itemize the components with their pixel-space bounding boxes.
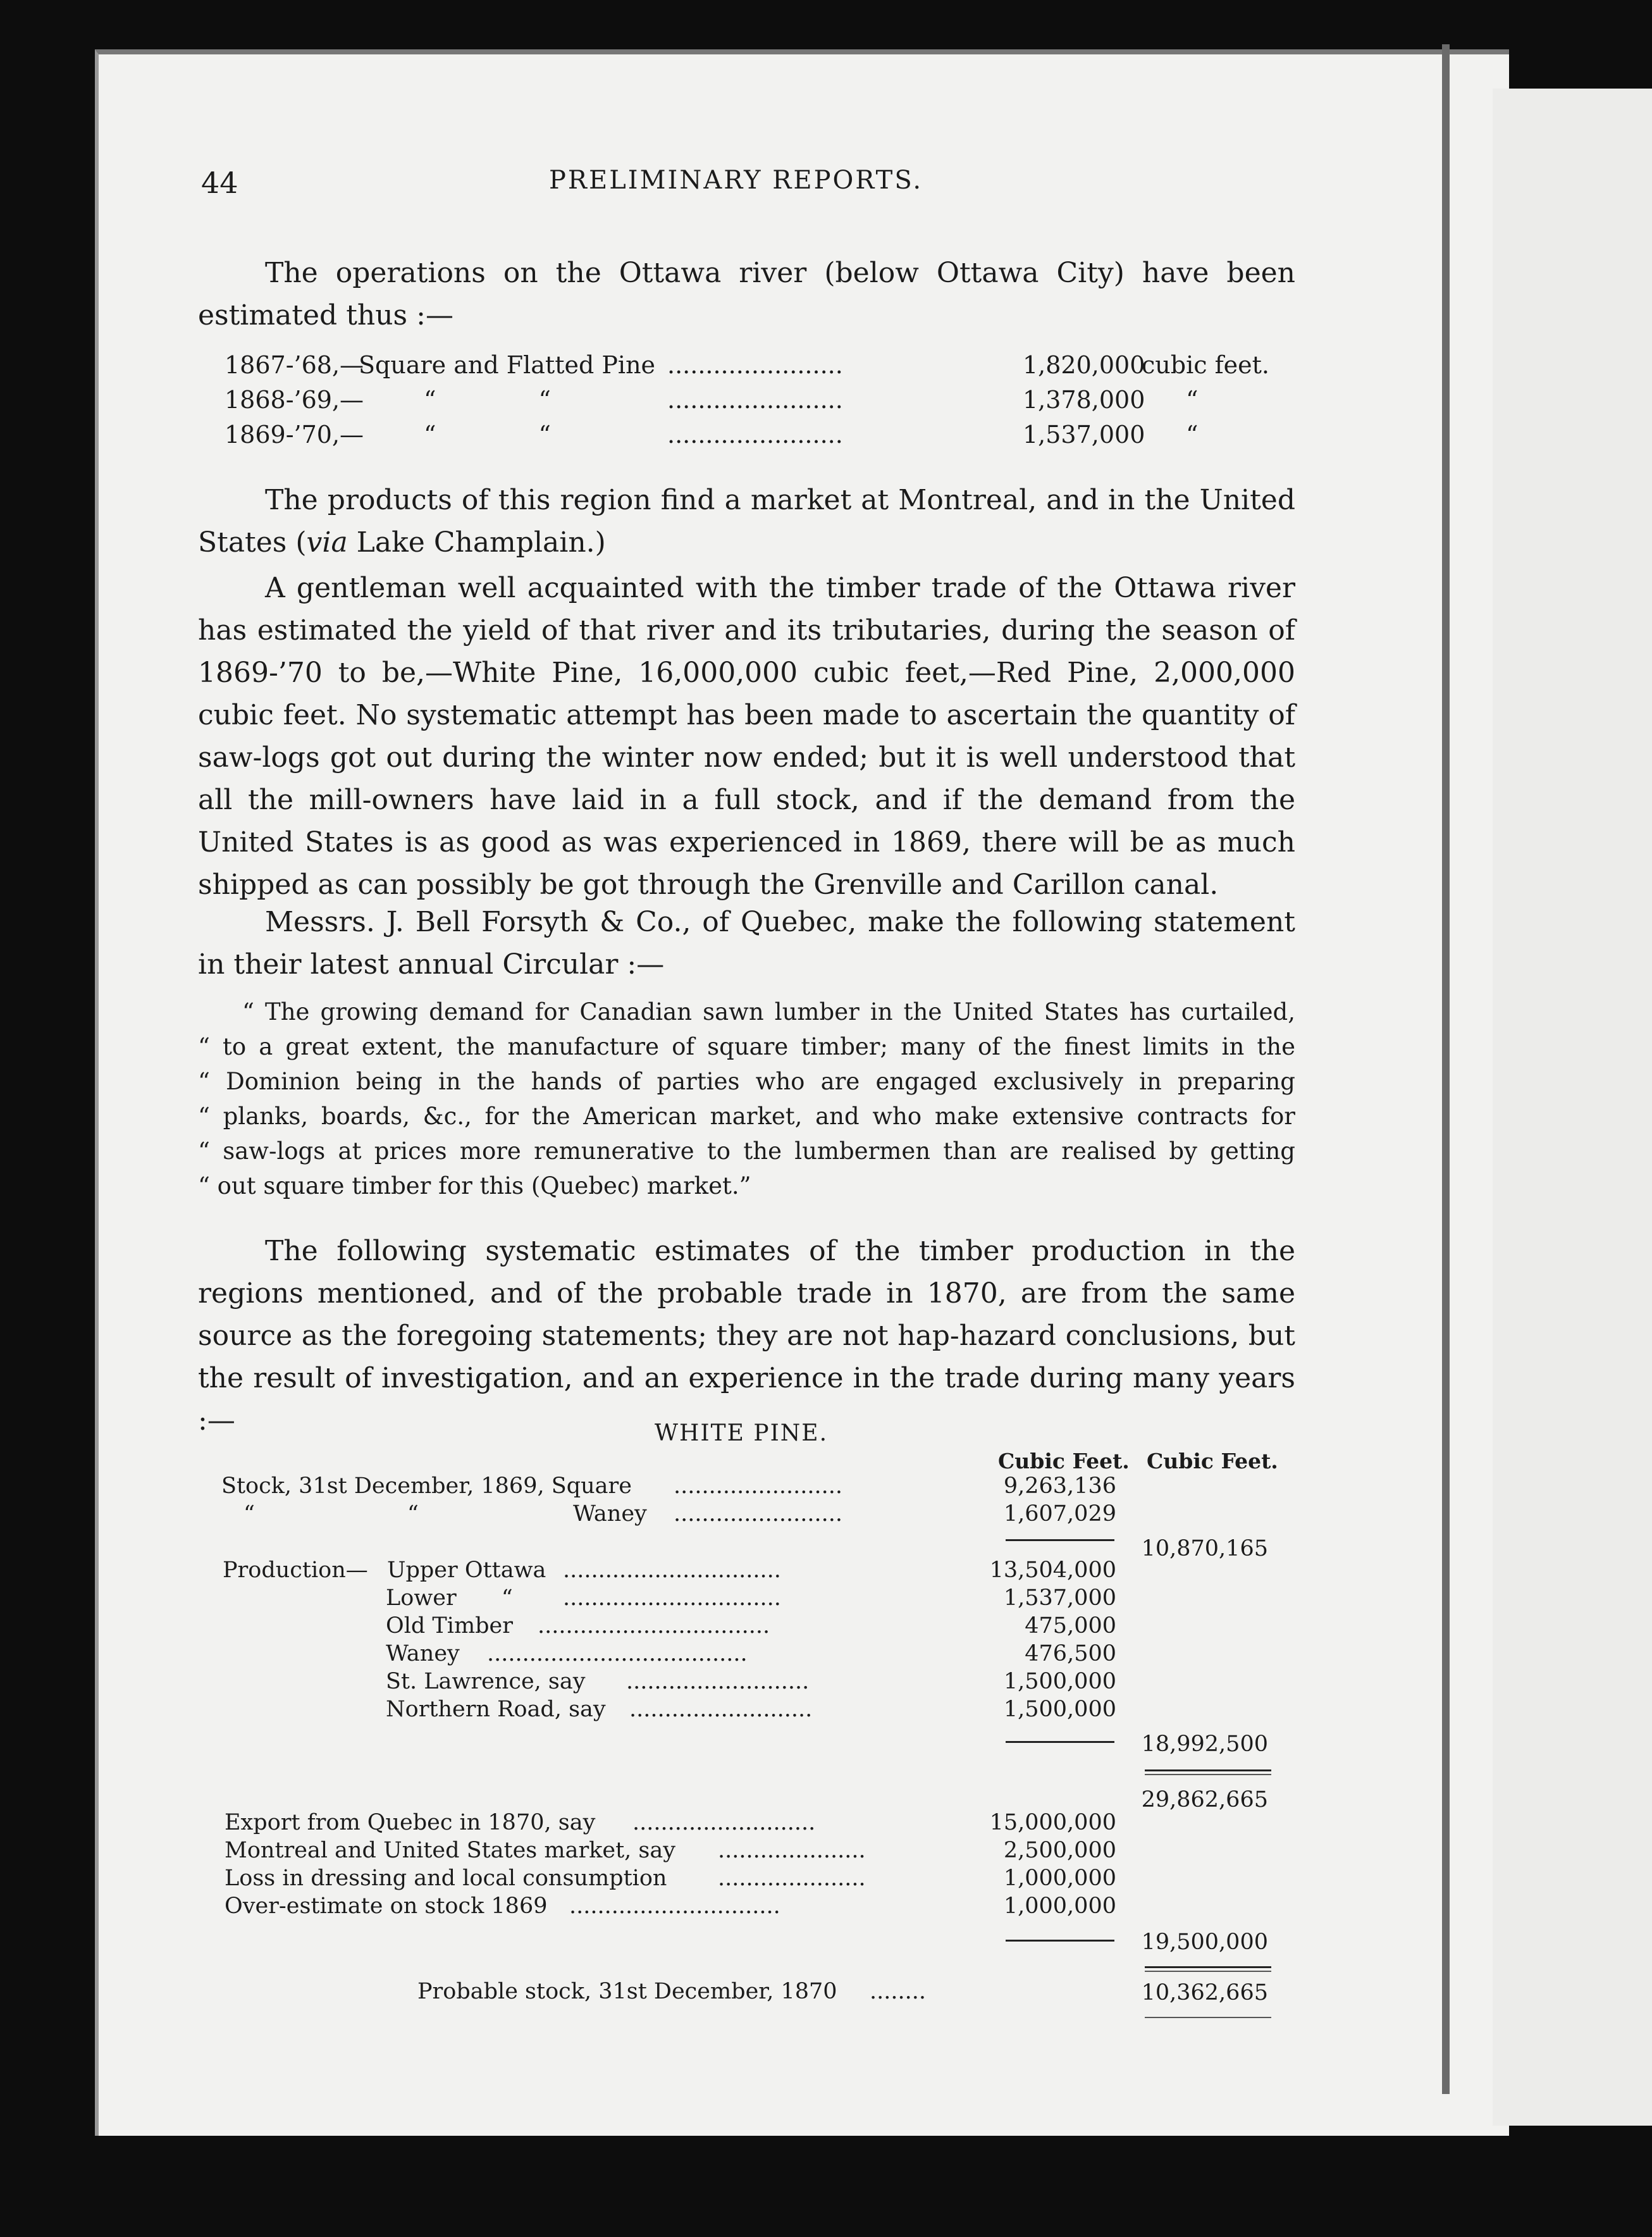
market-paragraph (198, 479, 1295, 564)
leader-dots: ..................... (718, 1866, 866, 1891)
operations-unit: cubic feet. (1142, 351, 1269, 379)
operations-value: 1,537,000 (1023, 421, 1145, 449)
sum-rule (1006, 1940, 1114, 1942)
leader-dots: .......................... (629, 1697, 813, 1722)
deduction-label: Montreal and United States market, say (225, 1838, 676, 1863)
leader-dots: ............................... (563, 1585, 781, 1611)
col1-header: Cubic Feet. (998, 1449, 1130, 1473)
operations-desc: Square and Flatted Pine (359, 351, 656, 379)
systematic-paragraph: The following systematic estimates of the timber production in the regions mentioned, and of the probable trade in 1870, are from the same source as the foregoing statements; they are not hap-hazard conclusions, but the result of investigation, and an experience in the trade during many years :— (198, 1235, 1295, 1437)
leader-dots: ............................... (563, 1558, 781, 1583)
production-item-label: Upper Ottawa (387, 1558, 546, 1583)
operations-unit: “ (1186, 421, 1199, 449)
page-title: PRELIMINARY REPORTS. (549, 166, 923, 195)
facing-page (1493, 89, 1652, 2126)
operations-row (225, 386, 1287, 416)
deduction-value: 15,000,000 (989, 1810, 1116, 1835)
stock-total: 10,870,165 (1141, 1536, 1268, 1561)
probable-stock-value: 10,362,665 (1141, 1980, 1268, 2005)
leader-dots: ..................................... (487, 1641, 748, 1666)
leader-dots: ....................... (667, 351, 843, 379)
operations-unit: “ (1186, 386, 1199, 414)
deduction-value: 1,000,000 (1003, 1893, 1116, 1919)
leader-dots: ................................. (538, 1613, 770, 1639)
market-text-via: via (306, 526, 348, 559)
leader-dots: ........................ (674, 1473, 843, 1499)
production-item-label: Old Timber (386, 1613, 513, 1639)
stock-label: Stock, 31st December, 1869, Square (221, 1473, 632, 1499)
sum-rule (1006, 1539, 1114, 1541)
production-item-value: 476,500 (1025, 1641, 1116, 1666)
production-item-label: Lower “ (386, 1585, 513, 1611)
quote-line: “ out square timber for this (Quebec) market.” (198, 1172, 751, 1199)
operations-year: 1869-’70,— (225, 421, 364, 449)
quote-line: “ Dominion being in the hands of parties who are engaged exclusively in preparing (198, 1068, 1295, 1095)
probable-stock-label: Probable stock, 31st December, 1870 (417, 1979, 837, 2004)
market-text-start: The products of this region find a market at Montreal, and in the United States ( (198, 484, 1295, 559)
leader-dots: .......................... (632, 1810, 816, 1835)
production-item-value: 1,500,000 (1003, 1669, 1116, 1694)
stock-waney-label: Waney (573, 1501, 647, 1527)
leader-dots: ........ (870, 1979, 927, 2004)
deductions-total: 19,500,000 (1141, 1930, 1268, 1955)
col2-header: Cubic Feet. (1147, 1449, 1278, 1473)
operations-value: 1,378,000 (1023, 386, 1145, 414)
sum-rule (1145, 1769, 1271, 1771)
production-label: Production— (223, 1558, 368, 1583)
page-number: 44 (201, 166, 238, 200)
production-item-value: 13,504,000 (989, 1558, 1116, 1583)
quote-line: “ to a great extent, the manufacture of square timber; many of the finest limits in the (198, 1033, 1295, 1060)
intro-paragraph: The operations on the Ottawa river (below Ottawa City) have been estimated thus :— (198, 257, 1295, 332)
operations-year: 1867-’68,— (225, 351, 364, 379)
operations-year: 1868-’69,— (225, 386, 364, 414)
leader-dots: .......................... (626, 1669, 810, 1694)
page-edge (1442, 44, 1450, 2094)
stock-waney-value: 1,607,029 (1003, 1501, 1116, 1527)
quote-line: “ saw-logs at prices more remunerative to the lumbermen than are realised by getting (198, 1137, 1295, 1165)
gentleman-paragraph: A gentleman well acquainted with the timber trade of the Ottawa river has estimated the yield of that river and its tributaries, during the season of 1869-’70 to be,—White Pine, 16,000,000 cubic feet,—Red Pine, 2,000,000 cubic feet. No systematic attempt has been made to ascertain the quantity of saw-logs got out during the winter now ended; but it is well understood that all the mill-owners have laid in a full stock, and if the demand from the United States is as good as was experienced in 1869, there will be as much shipped as can possibly be got through the Grenville and Carillon canal. (198, 572, 1295, 901)
operations-row (225, 351, 1287, 381)
leader-dots: ..................... (718, 1838, 866, 1863)
forsyth-paragraph: Messrs. J. Bell Forsyth & Co., of Quebec, make the following statement in their latest annual Circular :— (198, 906, 1295, 981)
leader-dots: ........................ (674, 1501, 843, 1527)
table-title: WHITE PINE. (655, 1420, 829, 1446)
stock-square-value: 9,263,136 (1003, 1473, 1116, 1499)
production-total: 18,992,500 (1141, 1732, 1268, 1757)
leader-dots: .............................. (569, 1893, 780, 1919)
sum-rule (1145, 1971, 1271, 1972)
production-item-value: 475,000 (1025, 1613, 1116, 1639)
market-text-end: Lake Champlain.) (347, 526, 606, 559)
deduction-value: 2,500,000 (1003, 1838, 1116, 1863)
operations-value: 1,820,000 (1023, 351, 1145, 379)
deduction-value: 1,000,000 (1003, 1866, 1116, 1891)
deduction-label: Over-estimate on stock 1869 (225, 1893, 548, 1919)
production-item-label: Waney (386, 1641, 460, 1666)
sum-rule (1145, 2017, 1271, 2018)
operations-desc: “ “ (424, 386, 551, 414)
deduction-label: Loss in dressing and local consumption (225, 1866, 667, 1891)
grand-total: 29,862,665 (1141, 1787, 1268, 1813)
production-item-label: St. Lawrence, say (386, 1669, 586, 1694)
sum-rule (1006, 1741, 1114, 1743)
deduction-label: Export from Quebec in 1870, say (225, 1810, 596, 1835)
quote-line: “ planks, boards, &c., for the American market, and who make extensive contracts for (198, 1103, 1295, 1130)
production-item-label: Northern Road, say (386, 1697, 606, 1722)
operations-desc: “ “ (424, 421, 551, 449)
leader-dots: ....................... (667, 386, 843, 414)
sum-rule (1145, 1966, 1271, 1968)
production-item-value: 1,537,000 (1003, 1585, 1116, 1611)
production-item-value: 1,500,000 (1003, 1697, 1116, 1722)
stock-ditto: “ “ (243, 1501, 419, 1527)
leader-dots: ....................... (667, 421, 843, 449)
operations-row (225, 421, 1287, 451)
quote-line: “ The growing demand for Canadian sawn lumber in the United States has curtailed, (242, 998, 1295, 1026)
sum-rule (1145, 1774, 1271, 1775)
